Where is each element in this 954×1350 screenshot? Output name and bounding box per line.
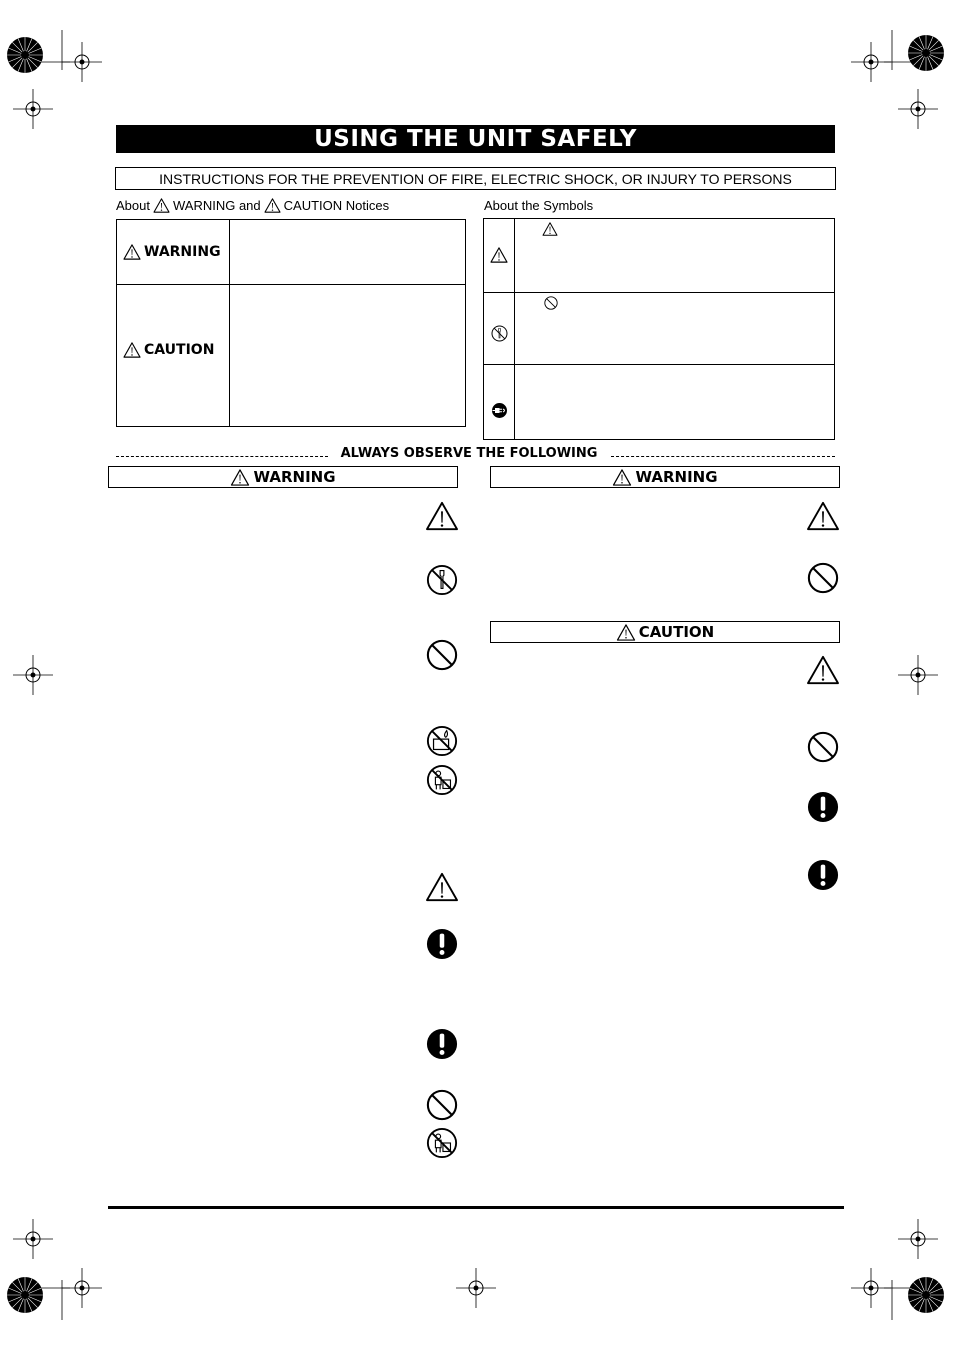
mandatory-icon [807, 859, 839, 891]
divider-left [116, 456, 328, 457]
prohibited-icon [807, 562, 839, 594]
prohibited-icon [807, 731, 839, 763]
left-warning-header: WARNING [108, 466, 458, 488]
mandatory-icon [807, 791, 839, 823]
notice-warning-label: WARNING [123, 244, 221, 260]
warning-triangle-icon [806, 655, 840, 685]
warning-triangle-icon [123, 342, 141, 358]
mandatory-icon [426, 928, 458, 960]
warning-triangle-icon [123, 244, 141, 260]
always-observe-heading: ALWAYS OBSERVE THE FOLLOWING [340, 446, 598, 461]
prohibited-icon [426, 639, 458, 671]
notices-caption-warning: WARNING and [172, 198, 261, 213]
symbols-caption: About the Symbols [484, 198, 594, 213]
unplug-icon [491, 402, 508, 419]
notices-caption-about: About [116, 198, 150, 213]
warning-triangle-icon [264, 198, 281, 213]
warning-triangle-icon [230, 469, 250, 486]
disassemble-prohibited-icon [426, 564, 458, 596]
warning-triangle-icon [425, 872, 459, 902]
warning-triangle-icon [490, 247, 508, 263]
symbols-table [483, 218, 835, 440]
mandatory-icon [426, 1028, 458, 1060]
water-prohibited-icon [426, 725, 458, 757]
notice-caution-label: CAUTION [123, 342, 214, 358]
warning-triangle-icon [425, 501, 459, 531]
right-caution-header: CAUTION [490, 621, 840, 643]
prohibited-icon [544, 296, 558, 310]
disassemble-prohibited-icon [491, 325, 508, 342]
children-prohibited-icon [426, 764, 458, 796]
notices-caption [116, 198, 389, 213]
prohibited-icon [426, 1089, 458, 1121]
warning-triangle-icon [542, 222, 558, 236]
warning-triangle-icon [153, 198, 170, 213]
warning-triangle-icon [616, 624, 636, 641]
notice-table [116, 219, 466, 427]
bottom-rule [108, 1206, 844, 1209]
instructions-banner: INSTRUCTIONS FOR THE PREVENTION OF FIRE, ELECTRIC SHOCK, OR INJURY TO PERSONS [115, 167, 836, 190]
warning-triangle-icon [612, 469, 632, 486]
page-title: USING THE UNIT SAFELY [116, 125, 835, 153]
warning-triangle-icon [806, 501, 840, 531]
right-warning-header: WARNING [490, 466, 840, 488]
divider-right [611, 456, 835, 457]
notices-caption-caution: CAUTION Notices [283, 198, 390, 213]
children-prohibited-icon [426, 1127, 458, 1159]
